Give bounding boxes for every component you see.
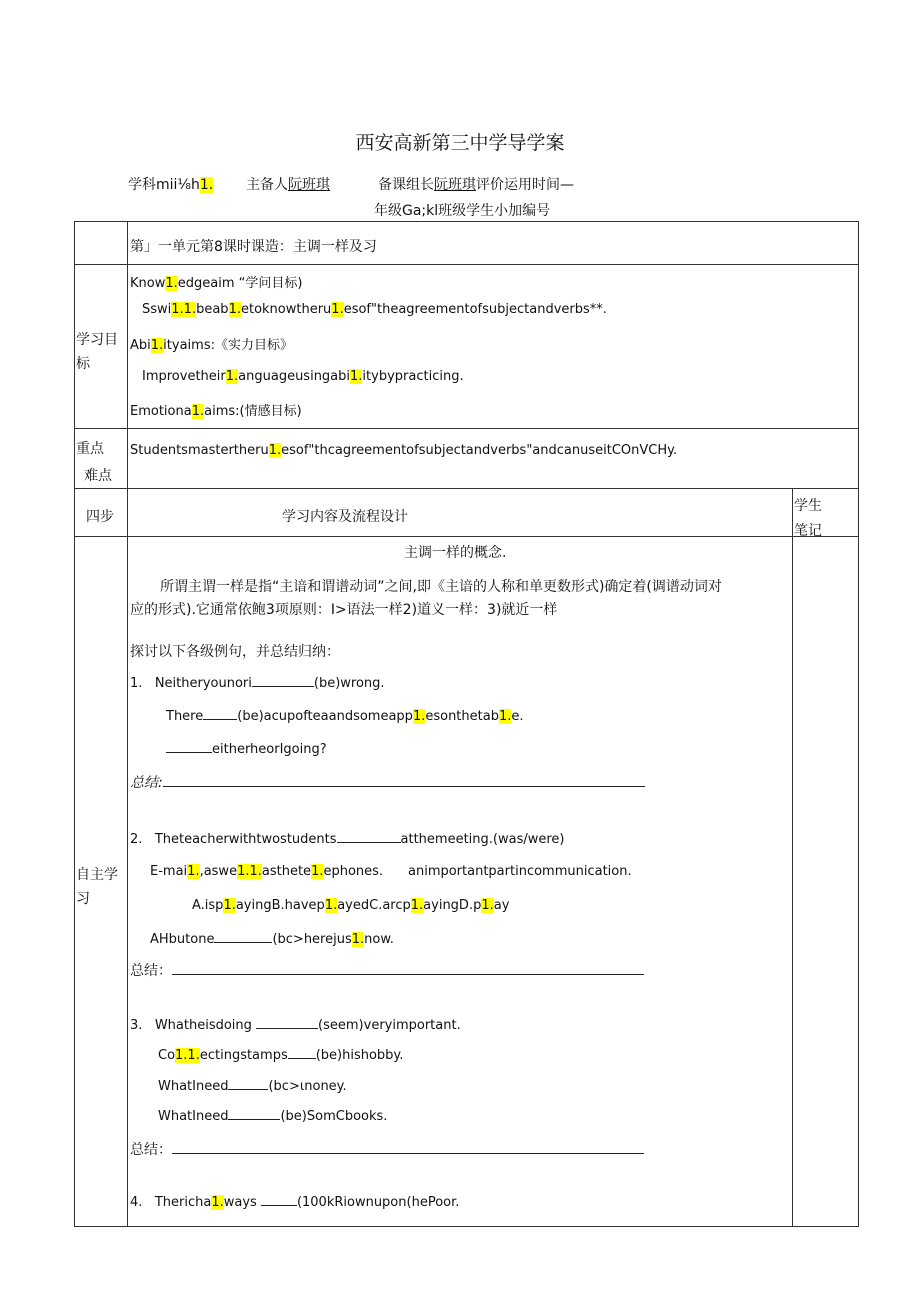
subject-field bbox=[128, 174, 213, 194]
summary-3 bbox=[130, 1139, 644, 1159]
summary-label: 总结： bbox=[130, 1142, 172, 1158]
group-2-line-d bbox=[150, 931, 394, 947]
explore-instruction: 探讨以下各级例句，并总结归纳： bbox=[130, 644, 340, 660]
group-1-a-tail: (be)wrong. bbox=[313, 676, 385, 691]
group-3-b-text: Co1.1.ectingstamps bbox=[158, 1048, 288, 1063]
highlight-mark: 1. bbox=[350, 369, 363, 384]
preparer-field bbox=[246, 174, 330, 194]
group-2-d-text: AHbutone bbox=[150, 932, 215, 947]
summary-2 bbox=[130, 960, 644, 980]
notes-label-1: 学生 bbox=[794, 498, 822, 514]
highlight-mark: 1. bbox=[324, 898, 338, 913]
highlight-mark: 1. bbox=[331, 302, 344, 317]
highlight-mark: 1. bbox=[311, 864, 324, 879]
group-2-number: 2. bbox=[130, 832, 143, 847]
knowledge-aim-body: Sswi1.1.beab1.etoknowtheru1.esof"theagreementofsubjectandverbs**. bbox=[142, 302, 607, 317]
answer-blank[interactable] bbox=[228, 1108, 280, 1120]
summary-label: 总结： bbox=[130, 963, 172, 979]
answer-blank[interactable] bbox=[166, 741, 212, 753]
highlight-mark: 1. bbox=[228, 302, 241, 317]
summary-blank[interactable] bbox=[172, 1142, 644, 1154]
key-points-text: Studentsmastertheru1.esof"thcagreementofsubjectandverbs"andcanuseitCOnVCHy. bbox=[130, 443, 678, 458]
group-3-line-a bbox=[130, 1017, 461, 1033]
group-1-c-text: eitherheorIgoing? bbox=[212, 742, 327, 757]
highlight-mark: 1. bbox=[223, 898, 236, 913]
highlight-mark: 1. bbox=[268, 443, 282, 458]
highlight-mark: 1. bbox=[410, 898, 424, 913]
goals-row-label: 学习目标 bbox=[76, 332, 118, 372]
highlight-mark: 1.1. bbox=[175, 1048, 200, 1063]
highlight-mark: 1. bbox=[187, 864, 200, 879]
knowledge-aim-head: Know1.edgeaim “学问目标) bbox=[130, 276, 303, 291]
summary-blank[interactable] bbox=[163, 775, 645, 787]
highlight-mark: 1. bbox=[150, 338, 164, 353]
group-2-line-b-tail: animportantpartincommunication. bbox=[408, 864, 632, 879]
group-2-line-a bbox=[130, 831, 565, 847]
group-2-a-text: Theteacherwithtwostudents bbox=[154, 832, 337, 847]
group-1-line-a bbox=[130, 675, 385, 691]
group-4-line-a bbox=[130, 1194, 459, 1210]
highlight-mark: 1.1. bbox=[237, 864, 262, 879]
highlight-mark: 1. bbox=[412, 709, 426, 724]
ability-aim-head: Abi1.ityaims:《实力目标》 bbox=[130, 338, 293, 353]
page-title: 西安高新第三中学导学案 bbox=[355, 132, 565, 154]
answer-blank[interactable] bbox=[252, 675, 314, 687]
group-leader-label: 备课组长 bbox=[378, 177, 434, 193]
group-1-line-b bbox=[166, 708, 524, 724]
group-3-c-tail: (bc>ιnoney. bbox=[268, 1079, 347, 1094]
group-4-a-text: Thericha1.ways bbox=[154, 1195, 257, 1210]
group-leader-field bbox=[378, 174, 574, 194]
highlight-mark: 1. bbox=[199, 177, 214, 193]
answer-blank[interactable] bbox=[261, 1194, 297, 1206]
preparer-name: 阮班琪 bbox=[288, 177, 330, 193]
group-3-d-tail: (be)SomCbooks. bbox=[280, 1109, 388, 1124]
group-3-a-tail: (seem)veryimportant. bbox=[318, 1018, 461, 1033]
group-4-a-tail: (100kRiownupon(hePoor. bbox=[296, 1195, 460, 1210]
group-4-number: 4. bbox=[130, 1195, 143, 1210]
highlight-mark: 1. bbox=[351, 932, 365, 947]
highlight-mark: 1. bbox=[225, 369, 239, 384]
group-3-b-tail: (be)hishobby. bbox=[315, 1048, 404, 1063]
highlight-mark: 1. bbox=[191, 404, 205, 419]
summary-label: 总结: bbox=[130, 775, 163, 791]
step-label: 四步 bbox=[86, 509, 114, 525]
highlight-mark: 1. bbox=[165, 276, 178, 291]
highlight-mark: 1.1. bbox=[171, 302, 197, 317]
group-1-b-tail: (be)acupofteaandsomeapp1.esonthetab1.e. bbox=[237, 709, 524, 724]
group-3-line-c bbox=[158, 1078, 347, 1094]
notes-label-2: 笔记 bbox=[794, 523, 822, 539]
highlight-mark: 1. bbox=[211, 1195, 224, 1210]
group-1-line-c bbox=[166, 741, 327, 757]
highlight-mark: 1. bbox=[481, 898, 494, 913]
lesson-topic: 第」一单元第8课时课造：主调一样及习 bbox=[130, 239, 377, 255]
group-leader-name: 阮班琪 bbox=[434, 177, 476, 193]
group-3-number: 3. bbox=[130, 1018, 143, 1033]
eval-time-label: 评价运用时间— bbox=[476, 177, 574, 193]
summary-blank[interactable] bbox=[172, 963, 644, 975]
answer-blank[interactable] bbox=[203, 708, 237, 720]
ability-aim-body: Improvetheir1.anguageusingabi1.itybypracticing. bbox=[142, 369, 464, 384]
answer-blank[interactable] bbox=[337, 831, 401, 843]
content-label: 学习内容及流程设计 bbox=[282, 509, 408, 525]
self-study-label-2: 习 bbox=[76, 891, 90, 907]
key-point-label: 重点 bbox=[76, 441, 104, 457]
group-2-line-b: E-mai1.,aswe1.1.asthete1.ephones. bbox=[150, 864, 384, 879]
preparer-label: 主备人 bbox=[246, 177, 288, 193]
intro-line-1: 所谓主谓一样是指“主谙和谓谱动词”之间,即《主谙的人称和单更数形式)确定着(调谱动词对 bbox=[160, 579, 722, 595]
grade-line: 年级Ga;kl班级学生小加编号 bbox=[374, 203, 551, 219]
concept-title: 主调一样的概念. bbox=[404, 545, 507, 561]
group-1-b-text: There bbox=[166, 709, 204, 724]
group-1-a-text: Neitheryounori bbox=[154, 676, 252, 691]
summary-1 bbox=[130, 772, 645, 792]
group-3-a-text: Whatheisdoing bbox=[154, 1018, 252, 1033]
subject-text: 学科mii⅛h1. bbox=[128, 177, 214, 193]
group-2-d-tail: (bc>herejus1.now. bbox=[272, 932, 394, 947]
group-3-d-text: WhatIneed bbox=[158, 1109, 229, 1124]
answer-blank[interactable] bbox=[228, 1078, 268, 1090]
group-2-a-tail: atthemeeting.(was/were) bbox=[400, 832, 565, 847]
group-3-c-text: WhatIneed bbox=[158, 1079, 229, 1094]
group-3-line-b bbox=[158, 1047, 403, 1063]
answer-blank[interactable] bbox=[288, 1047, 316, 1059]
self-study-label-1: 自主学 bbox=[76, 867, 118, 883]
difficulty-label: 难点 bbox=[84, 468, 112, 484]
group-3-line-d bbox=[158, 1108, 387, 1124]
answer-blank[interactable] bbox=[256, 1017, 318, 1029]
emotion-aim-head: Emotiona1.aims:(情感目标) bbox=[130, 404, 302, 419]
answer-blank[interactable] bbox=[214, 931, 272, 943]
highlight-mark: 1. bbox=[498, 709, 512, 724]
group-1-number: 1. bbox=[130, 676, 143, 691]
intro-line-2: 应的形式).它通常依鲍3项原则：I>语法一样2)道义一样：3)就近一样 bbox=[130, 602, 558, 618]
group-2-options: A.isp1.ayingB.havep1.ayedC.arcp1.ayingD.p1.ay bbox=[192, 898, 510, 913]
